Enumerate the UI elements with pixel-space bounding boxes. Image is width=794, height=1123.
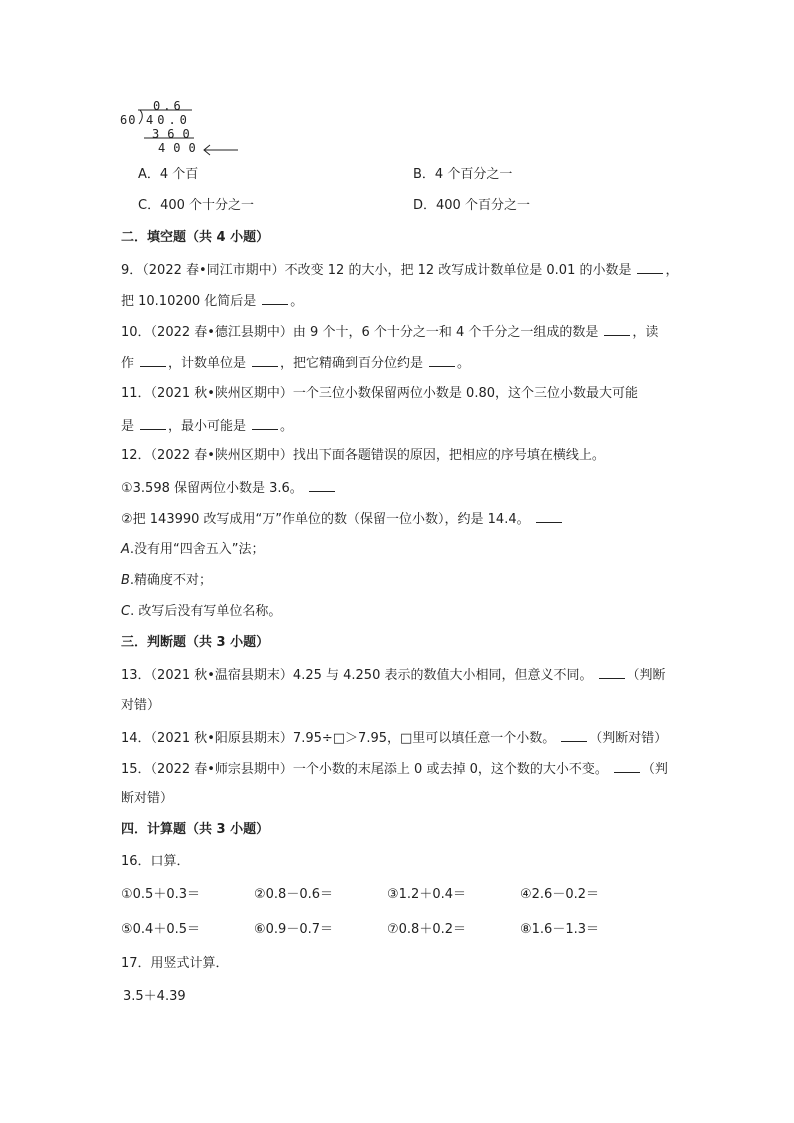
- q10-line1: 10．（2022 春•德江县期中）由 9 个十，6 个十分之一和 4 个千分之一组成的数是 ，读: [121, 325, 659, 340]
- q16-item: ③1.2＋0.4＝: [387, 887, 467, 902]
- q15-line1: 15．（2022 春•师宗县期中）一个小数的末尾添上 0 或去掉 0，这个数的大小不变。 （判: [121, 762, 668, 777]
- q12-reason-a: A.没有用“四舍五入”法；: [121, 542, 265, 557]
- q16-item: ⑧1.6－1.3＝: [520, 922, 600, 937]
- q9-blank-2[interactable]: [262, 293, 288, 305]
- q12-blank-1[interactable]: [309, 480, 335, 492]
- section-true-false-title: 三．判断题（共 3 小题）: [121, 635, 270, 650]
- option-c: C．400 个十分之一: [138, 198, 255, 213]
- q15-blank[interactable]: [614, 761, 640, 773]
- q12-blank-2[interactable]: [536, 511, 562, 523]
- division-remainder: 400: [158, 141, 204, 155]
- option-a: A．4 个百: [138, 167, 199, 182]
- q11-line2: 是 ，最小可能是 。: [121, 419, 294, 434]
- division-quotient: 0.6: [153, 99, 184, 113]
- q10-blank-1[interactable]: [604, 324, 630, 336]
- q14-line1: 14．（2021 秋•阳原县期末）7.95÷□＞7.95，□里可以填任意一个小数。 （判断对错）: [121, 731, 668, 746]
- q9-line1: 9．（2022 春•同江市期中）不改变 12 的大小，把 12 改写成计数单位是 0.01 的小数是 ，: [121, 263, 679, 278]
- q12-line1: 12．（2022 春•陕州区期中）找出下面各题错误的原因，把相应的序号填在横线上。: [121, 448, 605, 463]
- division-divisor: 60: [120, 113, 137, 127]
- q10-blank-4[interactable]: [429, 355, 455, 367]
- section-fill-in-title: 二．填空题（共 4 小题）: [121, 230, 270, 245]
- q12-item-2: ②把 143990 改写成用“万”作单位的数（保留一位小数），约是 14.4。: [121, 511, 564, 526]
- q13-blank[interactable]: [599, 667, 625, 679]
- q9-blank-1[interactable]: [637, 262, 663, 274]
- q10-blank-2[interactable]: [140, 355, 166, 367]
- q16-item: ⑦0.8＋0.2＝: [387, 922, 467, 937]
- q11-line1: 11．（2021 秋•陕州区期中）一个三位小数保留两位小数是 0.80，这个三位小数最大可能: [121, 386, 639, 401]
- q16-item: ②0.8－0.6＝: [254, 887, 334, 902]
- q16-item: ④2.6－0.2＝: [520, 887, 600, 902]
- q16-item: ⑤0.4＋0.5＝: [121, 922, 201, 937]
- q16-item: ①0.5＋0.3＝: [121, 887, 201, 902]
- q9-line2: 把 10.10200 化简后是 。: [121, 294, 304, 309]
- q12-item-1: ①3.598 保留两位小数是 3.6。: [121, 480, 337, 495]
- q13-line1: 13．（2021 秋•温宿县期末）4.25 与 4.250 表示的数值大小相同，但意义不同。 （判断: [121, 668, 666, 683]
- option-b: B．4 个百分之一: [413, 167, 513, 182]
- q12-reason-c: C. 改写后没有写单位名称。: [121, 604, 282, 619]
- option-d: D．400 个百分之一: [413, 198, 530, 213]
- q14-blank[interactable]: [561, 730, 587, 742]
- division-product: 360: [152, 127, 198, 141]
- q13-line2: 对错）: [121, 698, 161, 713]
- q15-line2: 断对错）: [121, 791, 174, 806]
- division-dividend: 40.0: [146, 113, 191, 127]
- section-calculation-title: 四．计算题（共 3 小题）: [121, 822, 270, 837]
- q11-blank-2[interactable]: [252, 418, 278, 430]
- q10-line2: 作 ，计数单位是 ，把它精确到百分位约是 。: [121, 356, 471, 371]
- q16-title: 16．口算．: [121, 854, 190, 869]
- q16-item: ⑥0.9－0.7＝: [254, 922, 334, 937]
- q10-blank-3[interactable]: [252, 355, 278, 367]
- division-bracket: [139, 110, 142, 124]
- q17-title: 17．用竖式计算．: [121, 956, 229, 971]
- q17-expression: 3.5＋4.39: [123, 989, 186, 1004]
- q11-blank-1[interactable]: [140, 418, 166, 430]
- q12-reason-b: B.精确度不对；: [121, 573, 213, 588]
